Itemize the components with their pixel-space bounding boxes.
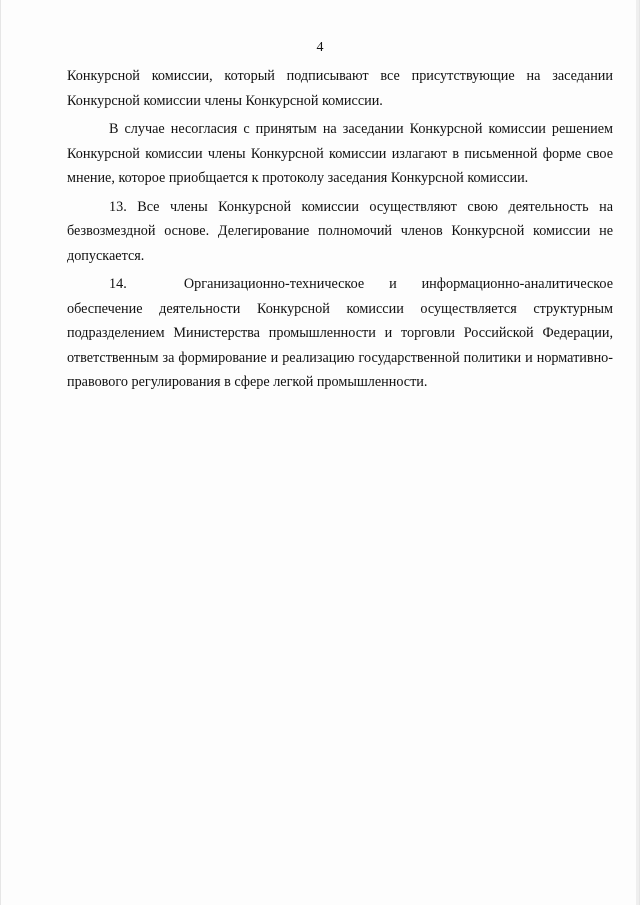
paragraph-14: [67, 272, 613, 395]
paragraph-14-text: обеспечение деятельности Конкурсной комиссии осуществляется структурным подразделением Министерства промышленности и торговли Российской Федерации, ответственным за формирование и реализацию государственной политики и нормативно-правового регулирования в сфере легкой промышленности.: [67, 300, 613, 390]
scan-edge: [636, 0, 639, 905]
paragraph-14-word-2: и: [389, 276, 397, 292]
paragraph-disagreement: В случае несогласия с принятым на заседании Конкурсной комиссии решением Конкурсной комиссии члены Конкурсной комиссии излагают в письменной форме свое мнение, которое приобщается к протоколу заседания Конкурсной комиссии.: [67, 121, 613, 186]
paragraph-commission-protocol: Конкурсной комиссии, который подписывают все присутствующие на заседании Конкурсной комиссии члены Конкурсной комиссии.: [67, 68, 613, 109]
document-body: [67, 64, 613, 395]
page-number: 4: [316, 40, 324, 55]
paragraph-14-first-line: [67, 272, 613, 297]
paragraph-14-number: 14.: [109, 276, 127, 292]
paragraph-14-word-3: информационно-аналитическое: [421, 276, 613, 292]
paragraph-13-gratuitous-basis: 13. Все члены Конкурсной комиссии осуществляют свою деятельность на безвозмездной основе. Делегирование полномочий членов Конкурсной комиссии не допускается.: [67, 198, 613, 264]
paragraph-14-word-1: Организационно-техническое: [183, 276, 365, 292]
